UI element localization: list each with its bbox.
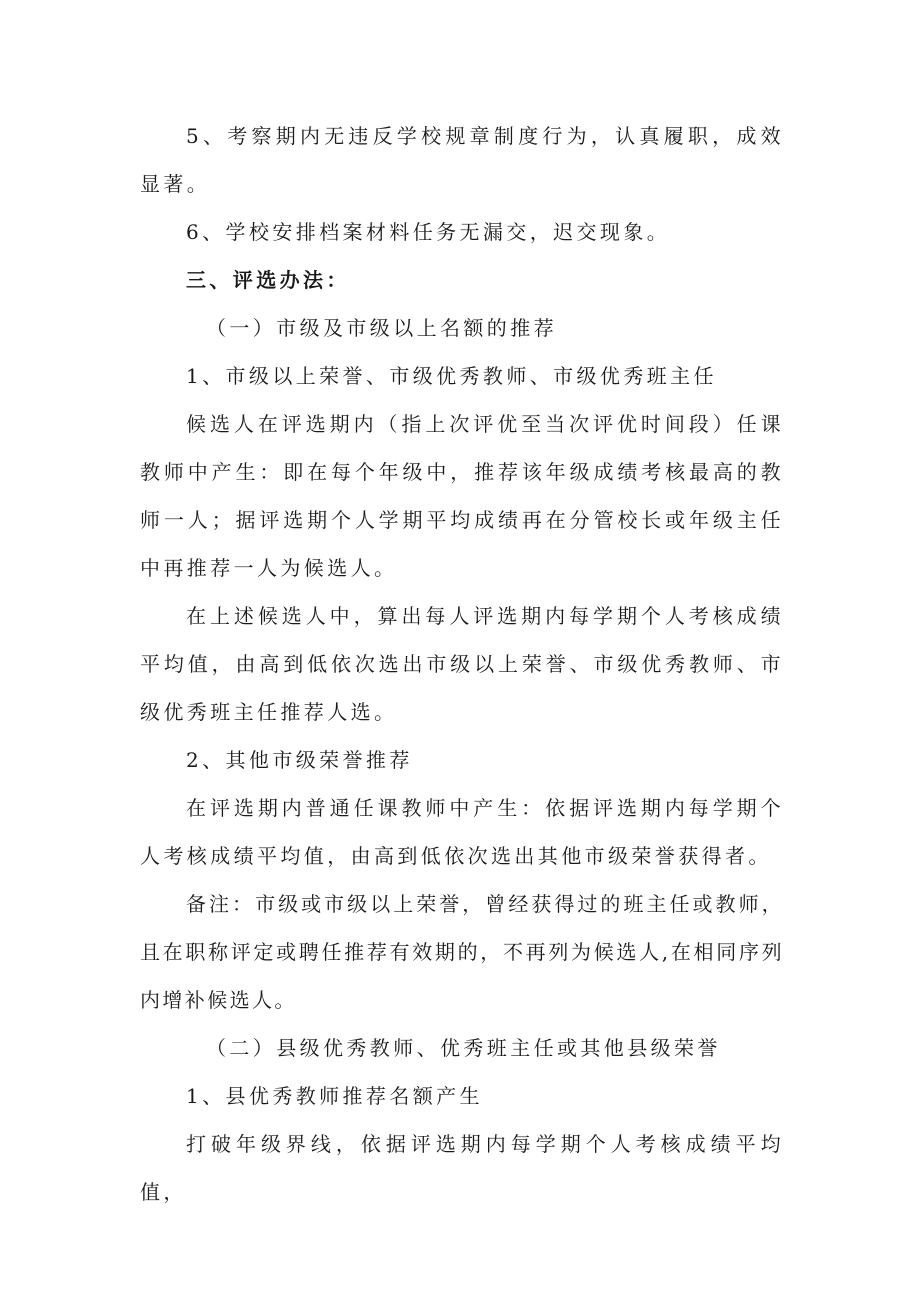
paragraph-candidate-generation: 候选人在评选期内（指上次评优至当次评优时间段）任课教师中产生：即在每个年级中，推荐该年级成绩考核最高的教师一人；据评选期个人学期平均成绩再在分管校长或年级主任中再推荐一人为候选人。 — [140, 412, 784, 580]
paragraph-criterion-6: 6、学校安排档案材料任务无漏交，迟交现象。 — [186, 220, 671, 244]
item-heading-county-teacher-quota: 1、县优秀教师推荐名额产生 — [186, 1084, 483, 1108]
paragraph-county-teacher-quota: 打破年级界线，依据评选期内每学期个人考核成绩平均值， — [140, 1132, 784, 1204]
subsection-heading-city-level: （一）市级及市级以上名额的推荐 — [206, 316, 557, 340]
paragraph-candidate-ranking: 在上述候选人中，算出每人评选期内每学期个人考核成绩平均值，由高到低依次选出市级以上荣誉、市级优秀教师、市级优秀班主任推荐人选。 — [140, 604, 784, 724]
paragraph-remark: 备注：市级或市级以上荣誉，曾经获得过的班主任或教师，且在职称评定或聘任推荐有效期的，不再列为候选人,在相同序列内增补候选人。 — [140, 892, 784, 1012]
document-body — [140, 112, 784, 1216]
item-heading-other-city-honors: 2、其他市级荣誉推荐 — [186, 748, 413, 772]
subsection-heading-county-level: （二）县级优秀教师、优秀班主任或其他县级荣誉 — [206, 1036, 721, 1060]
section-heading-selection-method: 三、评选办法： — [186, 268, 350, 292]
item-heading-city-honors: 1、市级以上荣誉、市级优秀教师、市级优秀班主任 — [186, 364, 717, 388]
paragraph-other-city-honors: 在评选期内普通任课教师中产生：依据评选期内每学期个人考核成绩平均值，由高到低依次选出其他市级荣誉获得者。 — [140, 796, 784, 868]
paragraph-criterion-5: 5、考察期内无违反学校规章制度行为，认真履职，成效显著。 — [140, 124, 784, 196]
